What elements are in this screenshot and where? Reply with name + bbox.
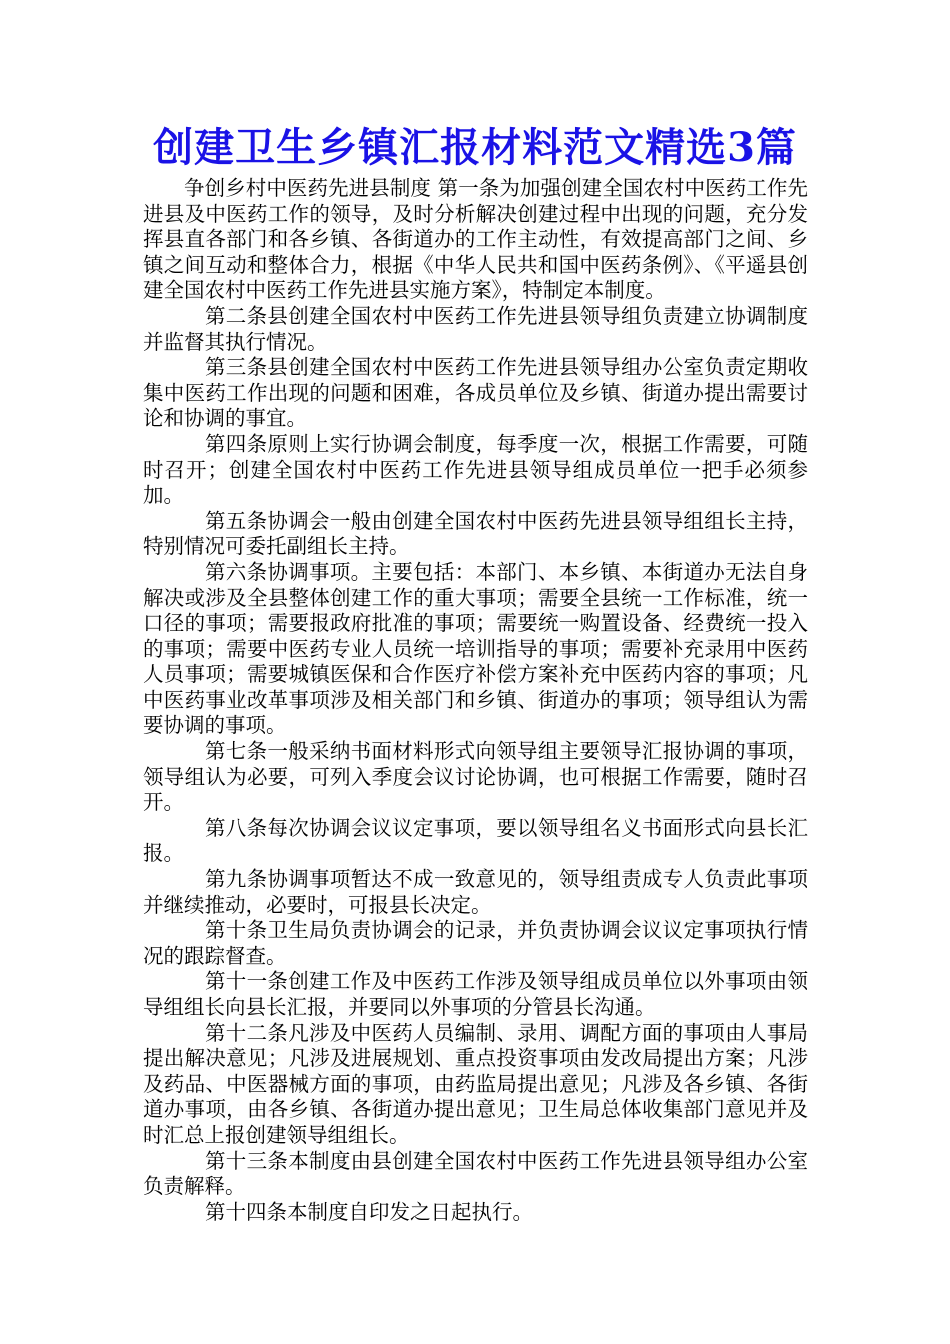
paragraph-article-13: 第十三条本制度由县创建全国农村中医药工作先进县领导组办公室负责解释。 bbox=[143, 1148, 808, 1199]
document-title: 创建卫生乡镇汇报材料范文精选3篇 bbox=[153, 124, 797, 171]
paragraph-article-14: 第十四条本制度自印发之日起执行。 bbox=[205, 1199, 533, 1224]
paragraph-article-9: 第九条协调事项暂达不成一致意见的，领导组责成专人负责此事项并继续推动，必要时，可报县长决定。 bbox=[143, 867, 808, 917]
paragraph-article-5: 第五条协调会一般由创建全国农村中医药先进县领导组组长主持，特别情况可委托副组长主持。 bbox=[143, 508, 808, 559]
paragraph-article-7: 第七条一般采纳书面材料形式向领导组主要领导汇报协调的事项，领导组认为必要，可列入季度会议讨论协调，也可根据工作需要，随时召开。 bbox=[143, 739, 808, 815]
paragraph-article-8: 第八条每次协调会议议定事项，要以领导组名义书面形式向县长汇报。 bbox=[143, 815, 808, 866]
paragraph-article-11: 第十一条创建工作及中医药工作涉及领导组成员单位以外事项由领导组组长向县长汇报，并要同以外事项的分管县长沟通。 bbox=[143, 969, 808, 1019]
paragraph-article-2: 第二条县创建全国农村中医药工作先进县领导组负责建立协调制度并监督其执行情况。 bbox=[143, 303, 808, 354]
paragraph-article-4: 第四条原则上实行协调会制度，每季度一次，根据工作需要，可随时召开；创建全国农村中医药工作先进县领导组成员单位一把手必须参加。 bbox=[143, 431, 808, 508]
paragraph-article-6: 第六条协调事项。主要包括：本部门、本乡镇、本街道办无法自身解决或涉及全县整体创建工作的重大事项；需要全县统一工作标准，统一口径的事项；需要报政府批准的事项；需要统一购置设备、经费统一投入的事项；需要中医药专业人员统一培训指导的事项；需要补充录用中医药人员事项；需要城镇医保和合作医疗补偿方案补充中医药内容的事项；凡中医药事业改革事项涉及相关部门和乡镇、街道办的事项；领导组认为需要协调的事项。 bbox=[143, 559, 808, 738]
paragraph-article-12: 第十二条凡涉及中医药人员编制、录用、调配方面的事项由人事局提出解决意见；凡涉及进展规划、重点投资事项由发改局提出方案；凡涉及药品、中医器械方面的事项，由药监局提出意见；凡涉及各乡镇、各街道办事项，由各乡镇、各街道办提出意见；卫生局总体收集部门意见并及时汇总上报创建领导组组长。 bbox=[143, 1020, 808, 1147]
document-body bbox=[143, 176, 808, 1225]
paragraph-intro: 争创乡村中医药先进县制度 第一条为加强创建全国农村中医药工作先进县及中医药工作的领导，及时分析解决创建过程中出现的问题，充分发挥县直各部门和各乡镇、各街道办的工作主动性，有效提高部门之间、乡镇之间互动和整体合力，根据《中华人民共和国中医药条例》、《平遥县创建全国农村中医药工作先进县实施方案》，特制定本制度。 bbox=[143, 176, 808, 303]
paragraph-article-3: 第三条县创建全国农村中医药工作先进县领导组办公室负责定期收集中医药工作出现的问题和困难，各成员单位及乡镇、街道办提出需要讨论和协调的事宜。 bbox=[143, 355, 808, 431]
paragraph-article-10: 第十条卫生局负责协调会的记录，并负责协调会议议定事项执行情况的跟踪督查。 bbox=[143, 918, 808, 968]
